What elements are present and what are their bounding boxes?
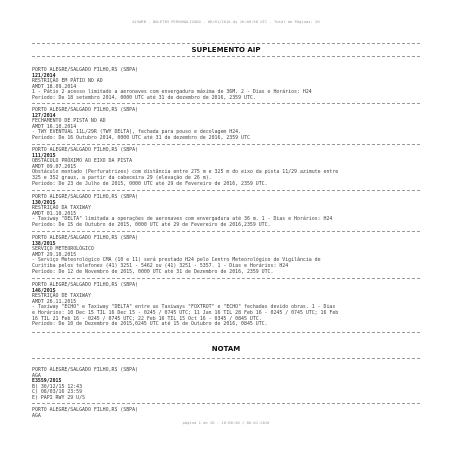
entry-amdt: AMDT 18.09.2014 [32, 83, 77, 90]
entry-period: Período: De 12 de Novembro de 2015, 0000 UTC até 31 de Dezembro de 2016, 2359 UTC. [32, 268, 274, 275]
entry-code: 146/2015 [32, 287, 56, 294]
page-header: AISWEB - BOLETIM PERSONALIZADO - 06/01/2016 ás 16:00:58 UTC - Total de Páginas: 20 [132, 19, 320, 24]
entry-text: Curitiba pelos telefones (41) 3251 - 5462 ou (41) 3251 - 5357. 1 - Dias e Horários: H24 [32, 262, 289, 269]
entry-location: PORTO ALEGRE/SALGADO FILHO,RS (SBPA) [32, 282, 138, 288]
divider [32, 144, 420, 145]
entry-text: C) 08/03/16 23:59 [32, 389, 83, 396]
divider [32, 43, 420, 44]
entry-text: 1 - Pátio 2 acesso limitado a aeronaves com envergadura máxima de 36M. 2 - Dias e Horários: H24 [32, 89, 312, 96]
entry-text: e Horários: 10 Dec 15 TIL 16 Dec 15 - 0245 / 0745 UTC; 11 Jan 16 TIL 28 Feb 16 - 0245 / 0745 UTC; 16 Feb [32, 309, 339, 316]
entry-code: 111/2015 [32, 152, 56, 159]
entry-title: RESTRIÇÃO DA TAXIWAY [32, 205, 91, 212]
entry-text: 325 e 352 graus, a partir da cabeceira 29 (elevação de 26 m). [32, 174, 212, 181]
divider [32, 403, 420, 404]
entry-amdt: AMDT 16.10.2014 [32, 123, 77, 130]
entry-text: Obstáculo montado (Perfuratrizes) com distância entre 275 m e 325 m do eixo da pista 11/29 azimute entre [32, 169, 339, 176]
notam-entry [32, 408, 424, 419]
entry-title: RESTRIÇÃO EM PÁTIO NO AD [32, 78, 103, 85]
entry-text: E) PAPI RWY 29 U/S [32, 394, 85, 401]
entry-amdt: AMDT 01.10.2015 [32, 210, 77, 217]
entry-code: 130/2015 [32, 199, 56, 206]
entry-code: 127/2014 [32, 112, 56, 119]
entry-location: PORTO ALEGRE/SALGADO FILHO,RS (SBPA) [32, 194, 138, 200]
divider [32, 103, 420, 104]
entry-text: 16 TIL 21 Feb 16 - 0245 / 0745 UTC; 22 Feb 16 TIL 15 Oct 16 - 0345 / 0845 UTC. [32, 315, 262, 322]
divider [32, 332, 420, 333]
divider [32, 56, 420, 57]
entry-title: RESTRIÇÃO DE TAXIWAY [32, 293, 91, 300]
aip-entry [32, 236, 424, 275]
divider [32, 231, 420, 232]
entry-period: Período: De 15 de Outubro de 2015, 0000 UTC até 29 de Fevereiro de 2016,2359 UTC. [32, 221, 271, 228]
aip-section-title: SUPLEMENTO AIP [191, 46, 261, 54]
entry-amdt: AMDT 09.07.2015 [32, 163, 77, 170]
entry-title: FECHAMENTO DE PISTA NO AD [32, 118, 106, 125]
entry-text: B) 30/12/15 12:43 [32, 383, 83, 390]
entry-text: - Taxiway "ECHO" e Taxiway "DELTA" entre as Taxiways "FOXTROT" e "ECHO" fechadas devido obras. 1 - Dias [32, 304, 336, 311]
divider [32, 190, 420, 191]
entry-location: PORTO ALEGRE/SALGADO FILHO,RS (SBPA) [32, 67, 138, 73]
entry-amdt: AMDT 26.11.2015 [32, 298, 77, 305]
entry-text: - TWY EVENTUAL 11L/29R (TWY DELTA), fechada para pouso e decolagem H24. [32, 129, 242, 136]
entry-title: OBSTÁCULO PRÓXIMO AO EIXO DA PISTA [32, 158, 133, 165]
entry-amdt: AMDT 29.10.2015 [32, 251, 77, 258]
entry-text: - Serviço Meteorológico CMA (10 e 11) será prestado H24 pelo Centro Meteorológico de Vigilância de [32, 257, 321, 264]
notam-section-title: NOTAM [211, 345, 241, 353]
entry-title: SERVIÇO METEOROLÓGICO [32, 246, 94, 253]
notam-entry [32, 368, 424, 402]
entry-period: Período: De 16 Outubro 2014, 0000 UTC até 31 de dezembro de 2016, 2359 UTC [32, 134, 250, 141]
entry-text: - Taxiway "DELTA" limitada a operações de aeronaves com envergadura até 36 m. 1 - Dias e Horários: H24 [32, 216, 333, 223]
entry-location: PORTO ALEGRE/SALGADO FILHO,RS (SBPA) [32, 107, 138, 113]
entry-period: Período: De 18 setembro 2014, 0000 UTC até 31 de dezembro de 2016, 2359 UTC. [32, 94, 256, 101]
entry-type: AGA [32, 412, 41, 419]
entry-location: PORTO ALEGRE/SALGADO FILHO,RS (SBPA) [32, 235, 138, 241]
entry-location: PORTO ALEGRE/SALGADO FILHO,RS (SBPA) [32, 407, 138, 413]
entry-code: 121/2014 [32, 72, 56, 79]
entry-period: Período: De 10 de Dezembro de 2015,0245 UTC até 15 de Outubro de 2016, 0845 UTC. [32, 321, 268, 328]
aip-entry [32, 108, 424, 142]
entry-location: PORTO ALEGRE/SALGADO FILHO,RS (SBPA) [32, 367, 138, 373]
aip-entry [32, 283, 424, 328]
divider [32, 358, 420, 359]
aip-entry [32, 148, 424, 187]
page-footer: página 1 de 20 - 16:00:58 / 06.01.2016 [182, 420, 270, 425]
entry-code: E3559/2015 [32, 378, 62, 385]
aip-entry [32, 195, 424, 229]
entry-code: 138/2015 [32, 240, 56, 247]
divider [32, 278, 420, 279]
entry-period: Período: De 23 de Julho de 2015, 0000 UTC até 29 de Fevereiro de 2016, 2359 UTC. [32, 180, 268, 187]
entry-type: AGA [32, 372, 41, 379]
entry-location: PORTO ALEGRE/SALGADO FILHO,RS (SBPA) [32, 147, 138, 153]
aip-entry [32, 68, 424, 102]
